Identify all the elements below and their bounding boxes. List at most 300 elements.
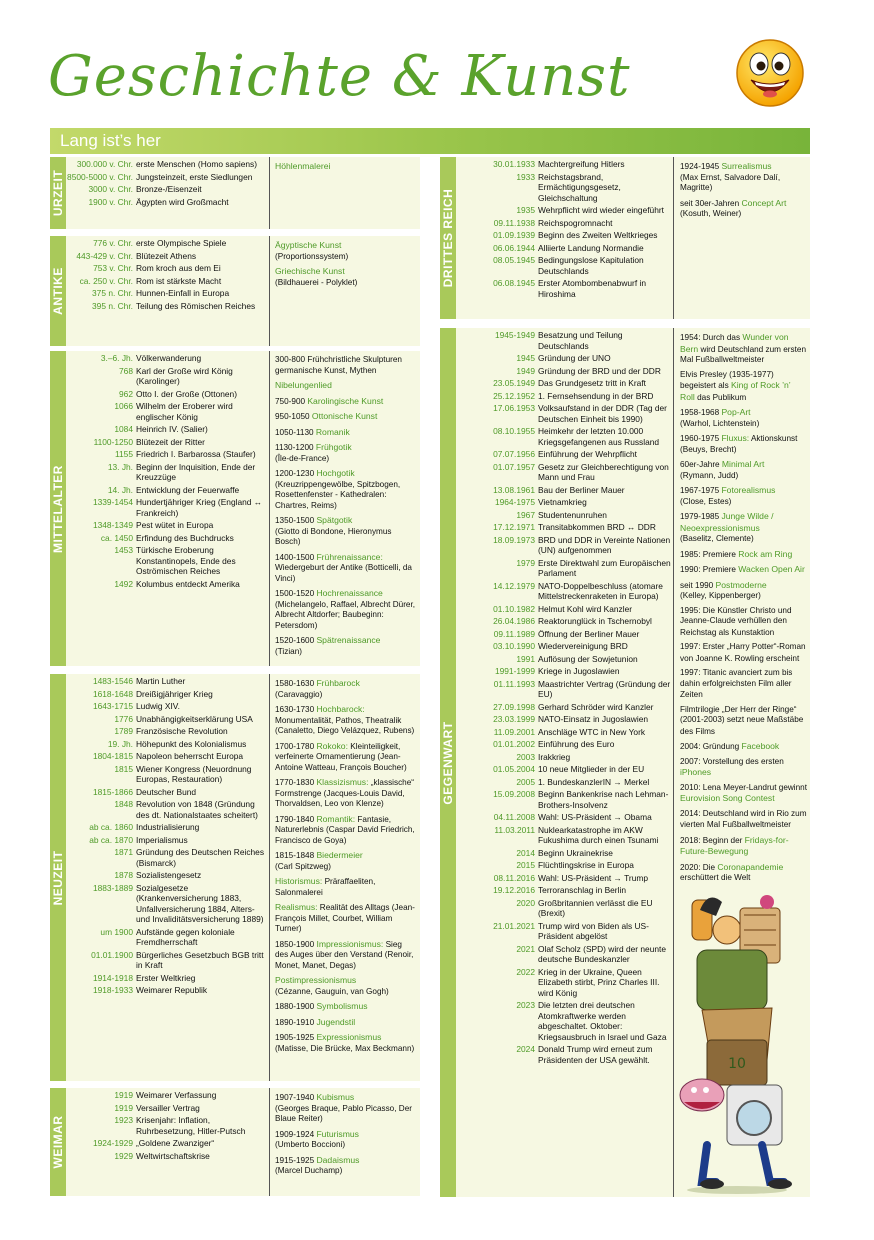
art-entry	[674, 783, 810, 809]
event-date: 2024	[516, 1044, 535, 1054]
art-entry	[270, 427, 420, 443]
art-style: Frühbarock	[316, 678, 360, 688]
section-tab: NEUZEIT	[50, 674, 66, 1081]
art-entry	[270, 939, 420, 976]
art-period: 1997: Erster „Harry Potter“-Roman von Joanne K. Rowling erscheint	[680, 642, 806, 663]
section-tab: GEGENWART	[440, 328, 456, 1197]
event-date: 19.12.2016	[493, 885, 535, 895]
timeline-row	[456, 391, 673, 402]
event-date: ab ca. 1870	[89, 834, 133, 845]
art-entry	[674, 459, 810, 485]
timeline-row	[456, 581, 673, 602]
event-date: 13.08.1961	[493, 484, 535, 495]
timeline-row	[456, 641, 673, 652]
event-text: Napoleon beherrscht Europa	[136, 751, 244, 761]
subtitle: Lang ist’s her	[60, 131, 161, 150]
event-text: Reichstagsbrand, Ermächtigungsgesetz, Gleichschaltung	[538, 171, 621, 203]
event-text: Erste Direktwahl zum Europäischen Parlament	[538, 557, 671, 578]
section-tab: URZEIT	[50, 157, 66, 229]
art-entry	[270, 468, 420, 515]
svg-text:10: 10	[728, 1056, 746, 1072]
event-text: Olaf Scholz (SPD) wird der neunte deutsche Bundeskanzler	[538, 943, 667, 964]
art-style: Spätgotik	[316, 515, 353, 525]
event-date: 26.04.1986	[493, 616, 535, 626]
event-date: 1483-1546	[92, 676, 133, 686]
art-entry	[270, 396, 420, 412]
timeline-row	[66, 870, 269, 881]
art-detail: Präraffaeliten, Salonmalerei	[275, 877, 376, 897]
events-column	[66, 157, 270, 229]
event-date: 04.11.2008	[493, 812, 535, 822]
timeline-row	[456, 485, 673, 496]
timeline-row	[66, 689, 269, 700]
timeline-row	[66, 883, 269, 925]
art-period: Elvis Presley (1935-1977) begeistert als	[680, 369, 774, 390]
event-text: Erster Atombombenabwurf in Hiroshima	[538, 278, 646, 299]
event-text: Trump wird von Biden als US-Präsident abgelöst	[538, 920, 649, 941]
art-period: 1580-1630	[275, 679, 317, 688]
timeline-row	[66, 1115, 269, 1136]
event-text: Alliierte Landung Normandie	[538, 242, 644, 253]
timeline-row	[456, 764, 673, 775]
event-date: 2014	[516, 847, 535, 858]
event-text: Sozialgesetze (Krankenversicherung 1883, Unfallversicherung 1884, Alters- und Invaliditätsversicherung 1889)	[136, 882, 264, 924]
art-period: 1995: Die Künstler Christo und Jeanne-Claude verhüllen den Reichstag als Kunstaktion	[680, 605, 792, 637]
timeline-row	[66, 950, 269, 971]
art-period: 1960-1975	[680, 434, 722, 443]
timeline-row	[456, 426, 673, 447]
art-entry	[674, 580, 810, 606]
event-text: Wiedervereinigung BRD	[538, 641, 628, 651]
event-text: Kolumbus entdeckt Amerika	[136, 578, 240, 589]
event-text: BRD und DDR in Vereinte Nationen (UN) aufgenommen	[538, 534, 671, 555]
event-date: 01.09.1939	[493, 230, 535, 240]
timeline-row	[456, 739, 673, 750]
art-detail: Kleinteiligkeit, verfeinerte Ornamentierung (Jean-Antoine Watteau, François Boucher)	[275, 741, 407, 772]
art-style: Ägyptische Kunst	[275, 240, 342, 250]
event-date: 11.09.2001	[493, 726, 535, 737]
art-period: 1815-1848	[275, 851, 317, 860]
art-period: 1400-1500	[275, 552, 317, 562]
event-date: 1919	[114, 1090, 133, 1100]
timeline-row	[456, 825, 673, 846]
event-text: Bronze-/Eisenzeit	[136, 184, 202, 194]
timeline-row	[66, 751, 269, 762]
event-date: 01.11.1993	[493, 678, 535, 689]
art-entry	[270, 1155, 420, 1181]
art-detail: (Kreuzrippengewölbe, Spitzbogen, Rosettenfenster - Kathedralen: Chartres, Reims)	[275, 479, 401, 510]
event-text: Industrialisierung	[136, 822, 200, 832]
art-detail: (Carl Spitzweg)	[275, 861, 331, 871]
event-text: Bau der Berliner Mauer	[538, 484, 625, 495]
art-period: 1050-1130	[275, 427, 316, 437]
event-date: 09.11.1989	[493, 628, 535, 639]
art-detail: (Baselitz, Clemente)	[680, 534, 754, 543]
art-period: 2020: Die	[680, 862, 718, 872]
art-detail: Aktionskunst (Beuys, Brecht)	[680, 434, 798, 454]
event-date: 1815-1866	[92, 786, 133, 797]
art-style: Hochrenaissance	[316, 588, 383, 598]
art-entry	[674, 642, 810, 668]
timeline-row	[456, 449, 673, 460]
section-tab: WEIMAR	[50, 1088, 66, 1196]
timeline-row	[66, 676, 269, 687]
event-text: Einführung des Euro	[538, 739, 615, 749]
event-date: 27.09.1998	[493, 701, 535, 712]
event-text: Kriege in Jugoslawien	[538, 666, 620, 676]
event-text: Rom ist stärkste Macht	[136, 275, 222, 286]
timeline-row	[456, 727, 673, 738]
event-text: Terroranschlag in Berlin	[538, 885, 626, 895]
event-date: 1848	[114, 799, 133, 809]
timeline-row	[456, 366, 673, 377]
event-text: Gesetz zur Gleichberechtigung von Mann und Frau	[538, 461, 669, 482]
timeline-row	[66, 973, 269, 984]
event-text: Beginn des Zweiten Weltkrieges	[538, 230, 658, 240]
event-date: 30.01.1933	[493, 159, 535, 169]
event-text: Pest wütet in Europa	[136, 520, 214, 530]
timeline-row	[456, 873, 673, 884]
event-text: Anschläge WTC in New York	[538, 726, 646, 737]
event-text: Die letzten drei deutschen Atomkraftwerke werden abgeschaltet. Oktober: Kriegsausbruch in Israel und Gaza	[538, 1000, 667, 1042]
event-text: Friedrich I. Barbarossa (Staufer)	[136, 449, 256, 459]
art-entry	[674, 161, 810, 198]
event-text: Transitabkommen BRD ↔ DDR	[538, 522, 656, 532]
art-style: Jugendstil	[316, 1016, 356, 1027]
timeline-row	[66, 533, 269, 544]
event-date: 23.05.1949	[493, 378, 535, 388]
event-date: 1967	[516, 509, 535, 520]
timeline-row	[456, 885, 673, 896]
art-entry	[674, 606, 810, 643]
art-entry	[270, 1001, 420, 1017]
event-date: 1991-1999	[494, 666, 535, 676]
section-urzeit	[50, 157, 420, 229]
art-entry	[270, 975, 420, 1001]
event-date: 1979	[516, 557, 535, 568]
event-date: 1900 v. Chr.	[88, 196, 133, 207]
art-detail: (Kelley, Kippenberger)	[680, 591, 761, 600]
art-style: Concept Art	[741, 197, 787, 208]
timeline-row	[66, 172, 269, 183]
art-column	[270, 674, 420, 1081]
event-date: 395 n. Chr.	[92, 300, 133, 311]
event-date: 19. Jh.	[107, 738, 133, 749]
event-text: Reaktorunglück in Tschernobyl	[538, 616, 652, 626]
art-period: 1997: Titanic avanciert zum bis dahin erfolgreichsten Film aller Zeiten	[680, 668, 793, 699]
art-period: 1880-1900	[275, 1002, 317, 1011]
art-column	[674, 157, 810, 319]
art-detail: (Cézanne, Gauguin, van Gogh)	[275, 986, 389, 996]
art-detail: Realität des Alltags (Jean-François Millet, Courbet, William Turner)	[275, 903, 415, 933]
event-date: 1919	[114, 1102, 133, 1113]
event-text: Machtergreifung Hitlers	[538, 159, 625, 169]
event-date: 2021	[516, 943, 535, 954]
art-entry	[270, 814, 420, 851]
event-date: 1929	[114, 1150, 133, 1161]
section-tab: DRITTES REICH	[440, 157, 456, 319]
art-style: Facebook	[741, 741, 780, 751]
timeline-row	[456, 330, 673, 351]
timeline-row	[456, 243, 673, 254]
event-text: Krisenjahr: Inflation, Ruhrbesetzung, Hitler-Putsch	[136, 1115, 246, 1136]
timeline-row	[66, 985, 269, 996]
event-text: Martin Luther	[136, 676, 186, 686]
art-item: Höhlenmalerei	[275, 161, 331, 171]
event-text: Flüchtlingskrise in Europa	[538, 860, 634, 870]
event-text: Sozialistengesetz	[136, 870, 202, 880]
timeline-row	[456, 172, 673, 204]
event-text: Imperialismus	[136, 834, 188, 845]
art-entry	[270, 515, 420, 552]
event-date: 1871	[114, 847, 133, 857]
section-mittelalter	[50, 351, 420, 666]
art-style: Spätrenaissance	[316, 635, 381, 645]
art-detail: (Marcel Duchamp)	[275, 1166, 343, 1175]
art-style: Realismus:	[275, 902, 318, 912]
timeline-row	[456, 462, 673, 483]
timeline-row	[456, 510, 673, 521]
event-date: 1964-1975	[494, 497, 535, 507]
art-entry	[674, 511, 810, 549]
event-date: 2023	[516, 1000, 535, 1010]
event-text: Einführung der Wehrpflicht	[538, 449, 638, 459]
timeline-row	[66, 401, 269, 422]
event-date: 1914-1918	[92, 972, 133, 983]
event-text: Unabhängigkeitserklärung USA	[136, 713, 253, 724]
event-text: „Goldene Zwanziger“	[136, 1138, 215, 1148]
event-date: 1883-1889	[92, 882, 133, 893]
event-text: Bürgerliches Gesetzbuch BGB tritt in Kraft	[136, 949, 264, 970]
timeline-row	[456, 629, 673, 640]
event-text: Völkerwanderung	[136, 353, 202, 363]
event-text: Reichspogromnacht	[538, 217, 613, 228]
art-entry	[674, 407, 810, 433]
art-entry	[674, 433, 810, 459]
art-detail: „klassische“ Formstrenge (Jacques-Louis David, Thorvaldsen, Leo von Klenze)	[275, 778, 415, 808]
art-entry	[270, 1129, 420, 1155]
timeline-row	[66, 739, 269, 750]
event-text: Aufstände gegen koloniale Fremdherrschaft	[136, 926, 235, 947]
timeline-row	[66, 184, 269, 195]
section-neuzeit	[50, 674, 420, 1081]
art-period: 950-1050	[275, 412, 312, 421]
art-column	[270, 236, 420, 346]
art-entry	[270, 741, 420, 778]
event-text: Öffnung der Berliner Mauer	[538, 628, 640, 639]
events-column	[66, 236, 270, 346]
timeline-row	[456, 522, 673, 533]
art-period: 1915-1925	[275, 1155, 317, 1165]
event-date: 1815	[114, 763, 133, 774]
event-date: 23.03.1999	[493, 714, 535, 724]
art-entry	[674, 741, 810, 757]
art-period: 1700-1780	[275, 741, 317, 751]
timeline-row	[66, 835, 269, 846]
event-text: Vietnamkrieg	[538, 497, 587, 507]
event-date: 1643-1715	[92, 701, 133, 711]
art-style: Historismus:	[275, 876, 323, 886]
event-text: Großbritannien verlässt die EU (Brexit)	[538, 897, 653, 918]
timeline-row	[66, 927, 269, 948]
event-date: 14. Jh.	[107, 484, 133, 495]
art-detail: erschüttert die Welt	[680, 873, 751, 882]
page-title: Geschichte & Kunst	[48, 44, 631, 109]
event-date: 01.05.2004	[493, 764, 535, 774]
art-detail: (Proportionssystem)	[275, 251, 349, 261]
art-column	[270, 1088, 420, 1196]
art-entry	[674, 862, 810, 888]
timeline-row	[456, 218, 673, 229]
timeline-row	[66, 353, 269, 364]
event-date: 1878	[114, 870, 133, 880]
event-text: Versailler Vertrag	[136, 1102, 200, 1113]
art-period: 1790-1840	[275, 814, 317, 824]
event-text: Bedingungslose Kapitulation Deutschlands	[538, 255, 644, 276]
art-period: 1990: Premiere	[680, 565, 739, 574]
timeline-row	[66, 251, 269, 262]
art-detail: (Rymann, Judd)	[680, 470, 739, 480]
timeline-row	[456, 679, 673, 700]
art-detail: (Caravaggio)	[275, 689, 323, 699]
event-date: 300.000 v. Chr.	[76, 159, 133, 169]
art-period: 1350-1500	[275, 516, 317, 525]
art-style: Coronapandemie	[717, 861, 784, 872]
event-text: Gründung der BRD und der DDR	[538, 365, 661, 376]
timeline-row	[66, 1103, 269, 1114]
event-text: Ägypten wird Großmacht	[136, 196, 229, 207]
event-text: Türkische Eroberung Konstantinopels, Ende des Oströmischen Reiches	[136, 545, 236, 576]
art-period: 1907-1940	[275, 1093, 317, 1102]
art-period: 750-900	[275, 396, 308, 406]
art-period: seit 1990	[680, 580, 716, 590]
event-date: 1155	[114, 449, 133, 459]
timeline-row	[66, 424, 269, 435]
event-date: 2015	[516, 860, 535, 870]
art-style: Romanik	[315, 426, 350, 437]
event-date: 1066	[114, 401, 133, 411]
art-entry	[270, 1017, 420, 1033]
events-column	[66, 674, 270, 1081]
timeline-row	[66, 701, 269, 712]
art-period: 1890-1910	[275, 1017, 317, 1027]
event-text: NATO-Doppelbeschluss (atomare Mittelstreckenraketen in Europa)	[538, 580, 663, 601]
art-period: 1130-1200	[275, 443, 316, 452]
timeline-row	[66, 197, 269, 208]
art-style: Klassizismus:	[316, 777, 369, 787]
event-text: Dreißigjähriger Krieg	[136, 688, 213, 699]
art-entry	[674, 835, 810, 862]
timeline-row	[66, 726, 269, 737]
art-entry	[270, 635, 420, 661]
art-period: 1909-1924	[275, 1129, 317, 1139]
event-date: 1084	[114, 424, 133, 434]
art-detail: wird Deutschland zum ersten Mal Fußballweltmeister	[680, 344, 807, 364]
timeline-row	[66, 1138, 269, 1149]
event-date: 1492	[114, 578, 133, 589]
art-style: Karolingische Kunst	[307, 395, 384, 406]
event-date: 17.12.1971	[493, 522, 535, 532]
art-style: Ottonische Kunst	[311, 411, 378, 421]
art-entry	[674, 332, 810, 370]
event-text: Heinrich IV. (Salier)	[136, 424, 208, 434]
timeline-row	[66, 1090, 269, 1101]
art-detail: (Tizian)	[275, 646, 302, 656]
art-period: 1770-1830	[275, 778, 317, 787]
event-text: Wehrpflicht wird wieder eingeführt	[538, 205, 664, 215]
timeline-row	[66, 545, 269, 577]
art-style: Pop-Art	[721, 407, 751, 417]
art-detail: (Max Ernst, Salvadore Dalí, Magritte)	[680, 172, 781, 192]
timeline-row	[66, 263, 269, 274]
event-date: 21.01.2021	[493, 920, 535, 931]
art-style: Hochbarock:	[316, 704, 365, 714]
event-date: ca. 250 v. Chr.	[79, 275, 133, 286]
events-column	[66, 1088, 270, 1196]
timeline-row	[456, 403, 673, 424]
event-text: Jungsteinzeit, erste Siedlungen	[136, 171, 253, 182]
art-period: 1630-1730	[275, 705, 317, 714]
art-detail: Wiedergeburt der Antike (Botticelli, da Vinci)	[275, 563, 412, 583]
event-text: Maastrichter Vertrag (Gründung der EU)	[538, 678, 671, 699]
art-entry	[270, 850, 420, 876]
art-detail: (Bildhauerei - Polyklet)	[275, 277, 358, 287]
event-date: 1339-1454	[92, 497, 133, 507]
event-date: 01.01.1900	[91, 949, 133, 960]
timeline-row	[66, 847, 269, 868]
event-text: Revolution von 1848 (Gründung des dt. Nationalstaates scheitert)	[136, 799, 258, 820]
art-period: 1500-1520	[275, 589, 317, 598]
event-date: 1935	[516, 205, 535, 215]
event-text: Beginn Ukrainekrise	[538, 847, 613, 858]
art-style: Wunder von Bern	[680, 332, 789, 354]
timeline-row	[456, 967, 673, 999]
art-period: 1520-1600	[275, 636, 317, 645]
event-date: 443-429 v. Chr.	[76, 250, 133, 261]
art-style: Frührenaissance:	[316, 551, 383, 562]
art-style: Kubismus	[316, 1092, 355, 1102]
timeline-row	[66, 787, 269, 798]
event-date: 753 v. Chr.	[93, 263, 133, 273]
art-entry	[674, 198, 810, 224]
art-detail: (Warhol, Lichtenstein)	[680, 418, 760, 428]
art-entry	[270, 588, 420, 635]
art-detail: Fantasie, Naturerlebnis (Caspar David Friedrich, Francisco de Goya)	[275, 814, 415, 845]
timeline-row	[66, 449, 269, 460]
timeline-row	[456, 666, 673, 677]
art-detail: (Giotto di Bondone, Hieronymus Bosch)	[275, 526, 392, 546]
event-date: 3000 v. Chr.	[88, 184, 133, 194]
event-date: 1933	[516, 171, 535, 182]
section-tab: ANTIKE	[50, 236, 66, 346]
art-period: 60er-Jahre	[680, 460, 722, 469]
timeline-row	[66, 485, 269, 496]
art-entry	[270, 411, 420, 427]
timeline-row	[456, 848, 673, 859]
art-detail: (Close, Estes)	[680, 496, 732, 506]
timeline-row	[66, 822, 269, 833]
art-style: Symbolismus	[316, 1001, 368, 1011]
event-date: 1348-1349	[92, 520, 133, 530]
event-date: 09.11.1938	[493, 217, 535, 228]
art-style: Minimal Art	[721, 459, 765, 469]
art-style: Surrealismus	[721, 161, 772, 171]
art-detail: (Matisse, Die Brücke, Max Beckmann)	[275, 1043, 415, 1053]
event-date: 1945	[516, 353, 535, 363]
event-text: Wahl: US-Präsident → Trump	[538, 872, 648, 883]
event-text: Donald Trump wird erneut zum Präsidenten der USA gewählt.	[538, 1044, 653, 1065]
art-entry	[270, 442, 420, 468]
